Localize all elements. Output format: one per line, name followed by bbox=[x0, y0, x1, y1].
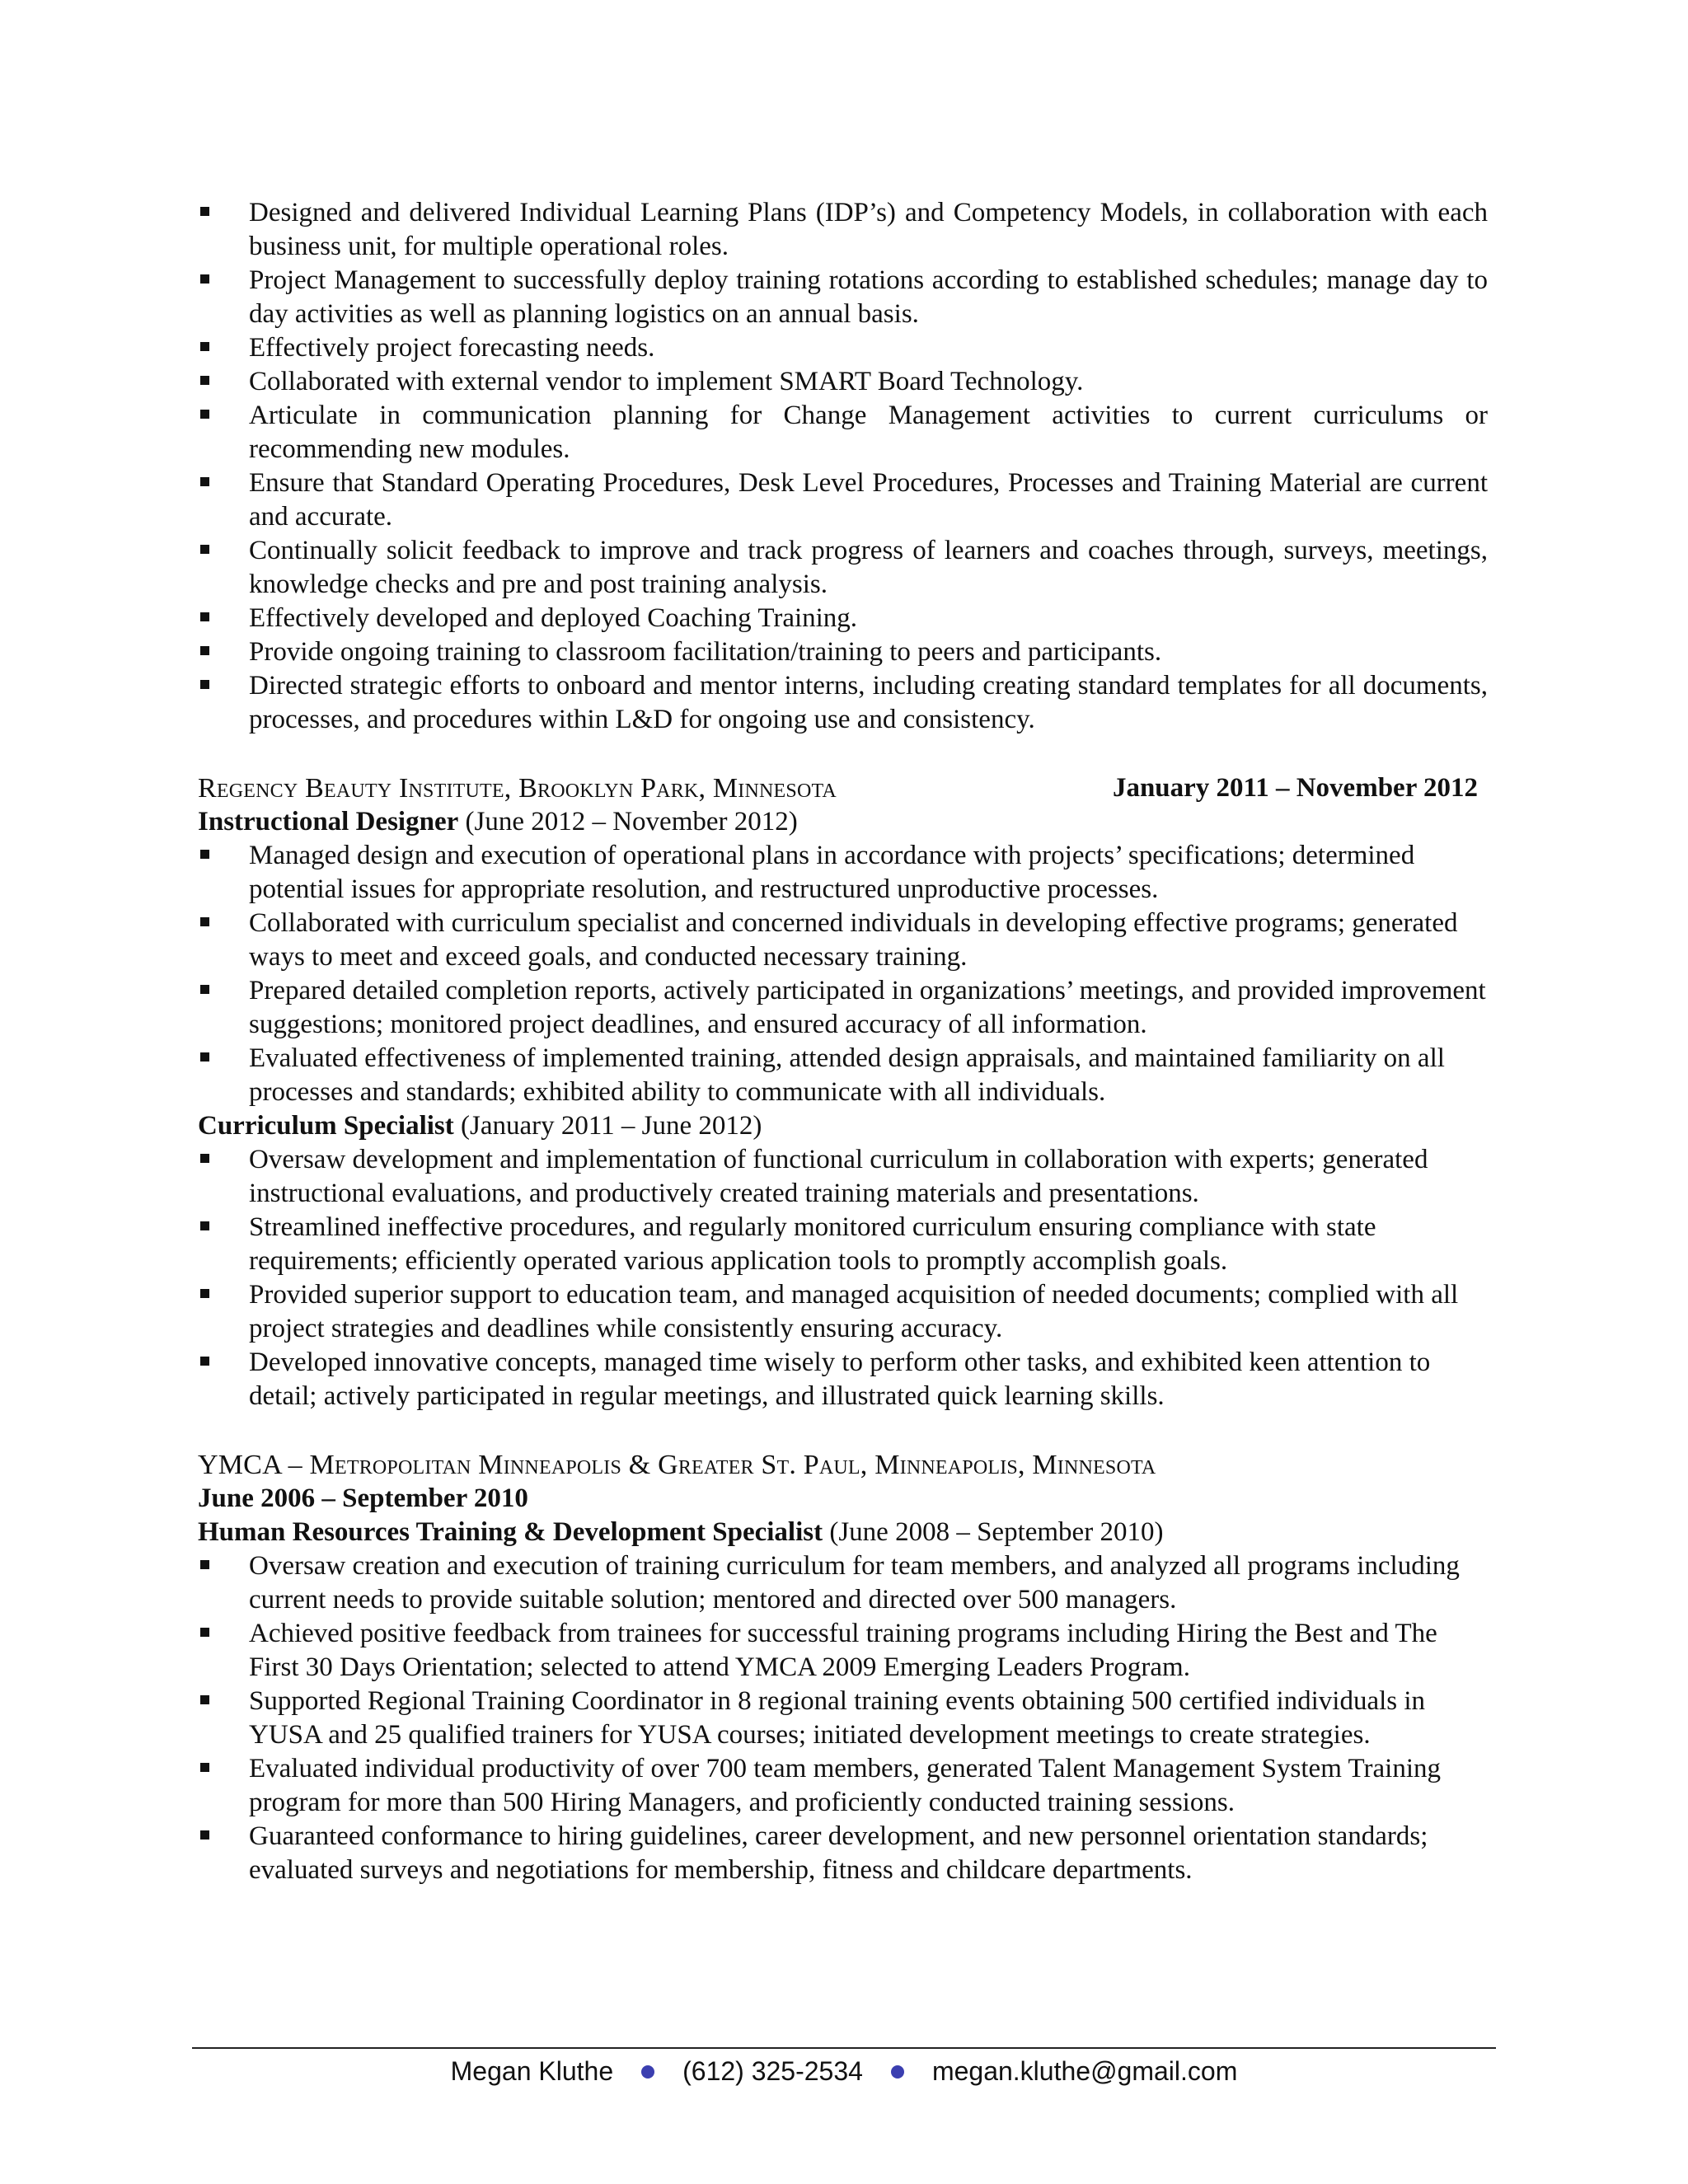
list-item: Effectively developed and deployed Coaching Training. bbox=[198, 602, 1488, 635]
list-item: Developed innovative concepts, managed time wisely to perform other tasks, and exhibited keen attention to detail; actively participated in regular meetings, and illustrated quick learning skills. bbox=[198, 1346, 1488, 1413]
list-item: Articulate in communication planning for Change Management activities to current curriculums or recommending new modules. bbox=[198, 399, 1488, 466]
bullet-square-icon bbox=[200, 646, 209, 655]
bullet-square-icon bbox=[200, 1560, 209, 1569]
role-title: Human Resources Training & Development Specialist bbox=[198, 1517, 823, 1547]
regency-role-1-bullets bbox=[198, 839, 1488, 1109]
list-item: Project Management to successfully deploy training rotations according to established schedules; manage day to day activities as well as planning logistics on an annual basis. bbox=[198, 264, 1488, 331]
ymca-role-1-bullets bbox=[198, 1549, 1488, 1887]
separator-dot-icon bbox=[891, 2065, 904, 2079]
list-item: Guaranteed conformance to hiring guidelines, career development, and new personnel orientation standards; evaluated surveys and negotiations for membership, fitness and childcare departments. bbox=[198, 1820, 1488, 1887]
bullet-square-icon bbox=[200, 274, 209, 284]
ymca-dates: June 2006 – September 2010 bbox=[198, 1483, 528, 1513]
bullet-square-icon bbox=[200, 1154, 209, 1163]
separator-dot-icon bbox=[641, 2065, 654, 2079]
bullet-square-icon bbox=[200, 1830, 209, 1840]
bullet-square-icon bbox=[200, 1357, 209, 1366]
role-period: (January 2011 – June 2012) bbox=[461, 1111, 762, 1141]
regency-company: Regency Beauty Institute, Brooklyn Park, Minnesota bbox=[198, 773, 837, 804]
bullet-square-icon bbox=[200, 680, 209, 689]
ymca-job-header bbox=[198, 1448, 1488, 1482]
footer-divider bbox=[192, 2047, 1496, 2049]
regency-role-2 bbox=[198, 1109, 1488, 1143]
bullet-square-icon bbox=[200, 342, 209, 351]
bullet-square-icon bbox=[200, 985, 209, 994]
bullet-square-icon bbox=[200, 477, 209, 486]
list-item: Collaborated with curriculum specialist and concerned individuals in developing effective programs; generated ways to meet and exceed goals, and conducted necessary training. bbox=[198, 907, 1488, 974]
bullet-square-icon bbox=[200, 850, 209, 859]
bullet-square-icon bbox=[200, 1695, 209, 1704]
list-item: Evaluated individual productivity of over 700 team members, generated Talent Management System Training program for more than 500 Hiring Managers, and proficiently conducted training sessions. bbox=[198, 1752, 1488, 1820]
bullet-square-icon bbox=[200, 545, 209, 554]
bullet-square-icon bbox=[200, 1628, 209, 1637]
list-item: Evaluated effectiveness of implemented training, attended design appraisals, and maintained familiarity on all processes and standards; exhibited ability to communicate with all individuals. bbox=[198, 1042, 1488, 1109]
list-item: Streamlined ineffective procedures, and regularly monitored curriculum ensuring compliance with state requirements; efficiently operated various application tools to promptly accomplish goals. bbox=[198, 1211, 1488, 1278]
list-item: Oversaw creation and execution of training curriculum for team members, and analyzed all programs including current needs to provide suitable solution; mentored and directed over 500 managers. bbox=[198, 1549, 1488, 1617]
list-item: Provide ongoing training to classroom facilitation/training to peers and participants. bbox=[198, 635, 1488, 669]
list-item: Managed design and execution of operational plans in accordance with projects’ specifications; determined potential issues for appropriate resolution, and restructured unproductive processes. bbox=[198, 839, 1488, 907]
list-item: Achieved positive feedback from trainees for successful training programs including Hiring the Best and The First 30 Days Orientation; selected to attend YMCA 2009 Emerging Leaders Program. bbox=[198, 1617, 1488, 1685]
bullet-square-icon bbox=[200, 410, 209, 419]
bullet-square-icon bbox=[200, 207, 209, 216]
list-item: Ensure that Standard Operating Procedures, Desk Level Procedures, Processes and Training Material are current and accurate. bbox=[198, 466, 1488, 534]
role-period: (June 2012 – November 2012) bbox=[465, 807, 798, 837]
list-item: Effectively project forecasting needs. bbox=[198, 331, 1488, 365]
bullet-square-icon bbox=[200, 1052, 209, 1062]
list-item: Provided superior support to education team, and managed acquisition of needed documents; complied with all project strategies and deadlines while consistently ensuring accuracy. bbox=[198, 1278, 1488, 1346]
role-title: Instructional Designer bbox=[198, 807, 459, 837]
role-period: (June 2008 – September 2010) bbox=[829, 1517, 1164, 1547]
footer-phone: (612) 325-2534 bbox=[682, 2056, 863, 2086]
previous-role-bullets bbox=[198, 196, 1488, 737]
list-item: Designed and delivered Individual Learning Plans (IDP’s) and Competency Models, in collaboration with each business unit, for multiple operational roles. bbox=[198, 196, 1488, 264]
bullet-square-icon bbox=[200, 1289, 209, 1298]
bullet-square-icon bbox=[200, 917, 209, 926]
list-item: Directed strategic efforts to onboard and mentor interns, including creating standard templates for all documents, processes, and procedures within L&D for ongoing use and consistency. bbox=[198, 669, 1488, 737]
bullet-square-icon bbox=[200, 612, 209, 621]
regency-role-1 bbox=[198, 805, 1488, 839]
list-item: Supported Regional Training Coordinator in 8 regional training events obtaining 500 certified individuals in YUSA and 25 qualified trainers for YUSA courses; initiated development meetings to create strategies. bbox=[198, 1685, 1488, 1752]
bullet-square-icon bbox=[200, 1763, 209, 1772]
regency-job-header bbox=[198, 771, 1488, 805]
ymca-company: YMCA – Metropolitan Minneapolis & Greater St. Paul, Minneapolis, Minnesota bbox=[198, 1450, 1156, 1480]
footer-contact bbox=[0, 2055, 1688, 2088]
footer-name: Megan Kluthe bbox=[450, 2056, 614, 2086]
list-item: Oversaw development and implementation of functional curriculum in collaboration with experts; generated instructional evaluations, and productively created training materials and presentations. bbox=[198, 1143, 1488, 1211]
regency-role-2-bullets bbox=[198, 1143, 1488, 1413]
resume-content bbox=[198, 196, 1488, 1887]
footer-email[interactable]: megan.kluthe@gmail.com bbox=[931, 2056, 1238, 2086]
bullet-square-icon bbox=[200, 1221, 209, 1230]
bullet-square-icon bbox=[200, 376, 209, 385]
regency-dates: January 2011 – November 2012 bbox=[1112, 773, 1478, 803]
role-title: Curriculum Specialist bbox=[198, 1111, 454, 1141]
list-item: Continually solicit feedback to improve and track progress of learners and coaches through, surveys, meetings, knowledge checks and pre and post training analysis. bbox=[198, 534, 1488, 602]
list-item: Prepared detailed completion reports, actively participated in organizations’ meetings, and provided improvement suggestions; monitored project deadlines, and ensured accuracy of all information. bbox=[198, 974, 1488, 1042]
list-item: Collaborated with external vendor to implement SMART Board Technology. bbox=[198, 365, 1488, 399]
ymca-role-1 bbox=[198, 1516, 1488, 1549]
